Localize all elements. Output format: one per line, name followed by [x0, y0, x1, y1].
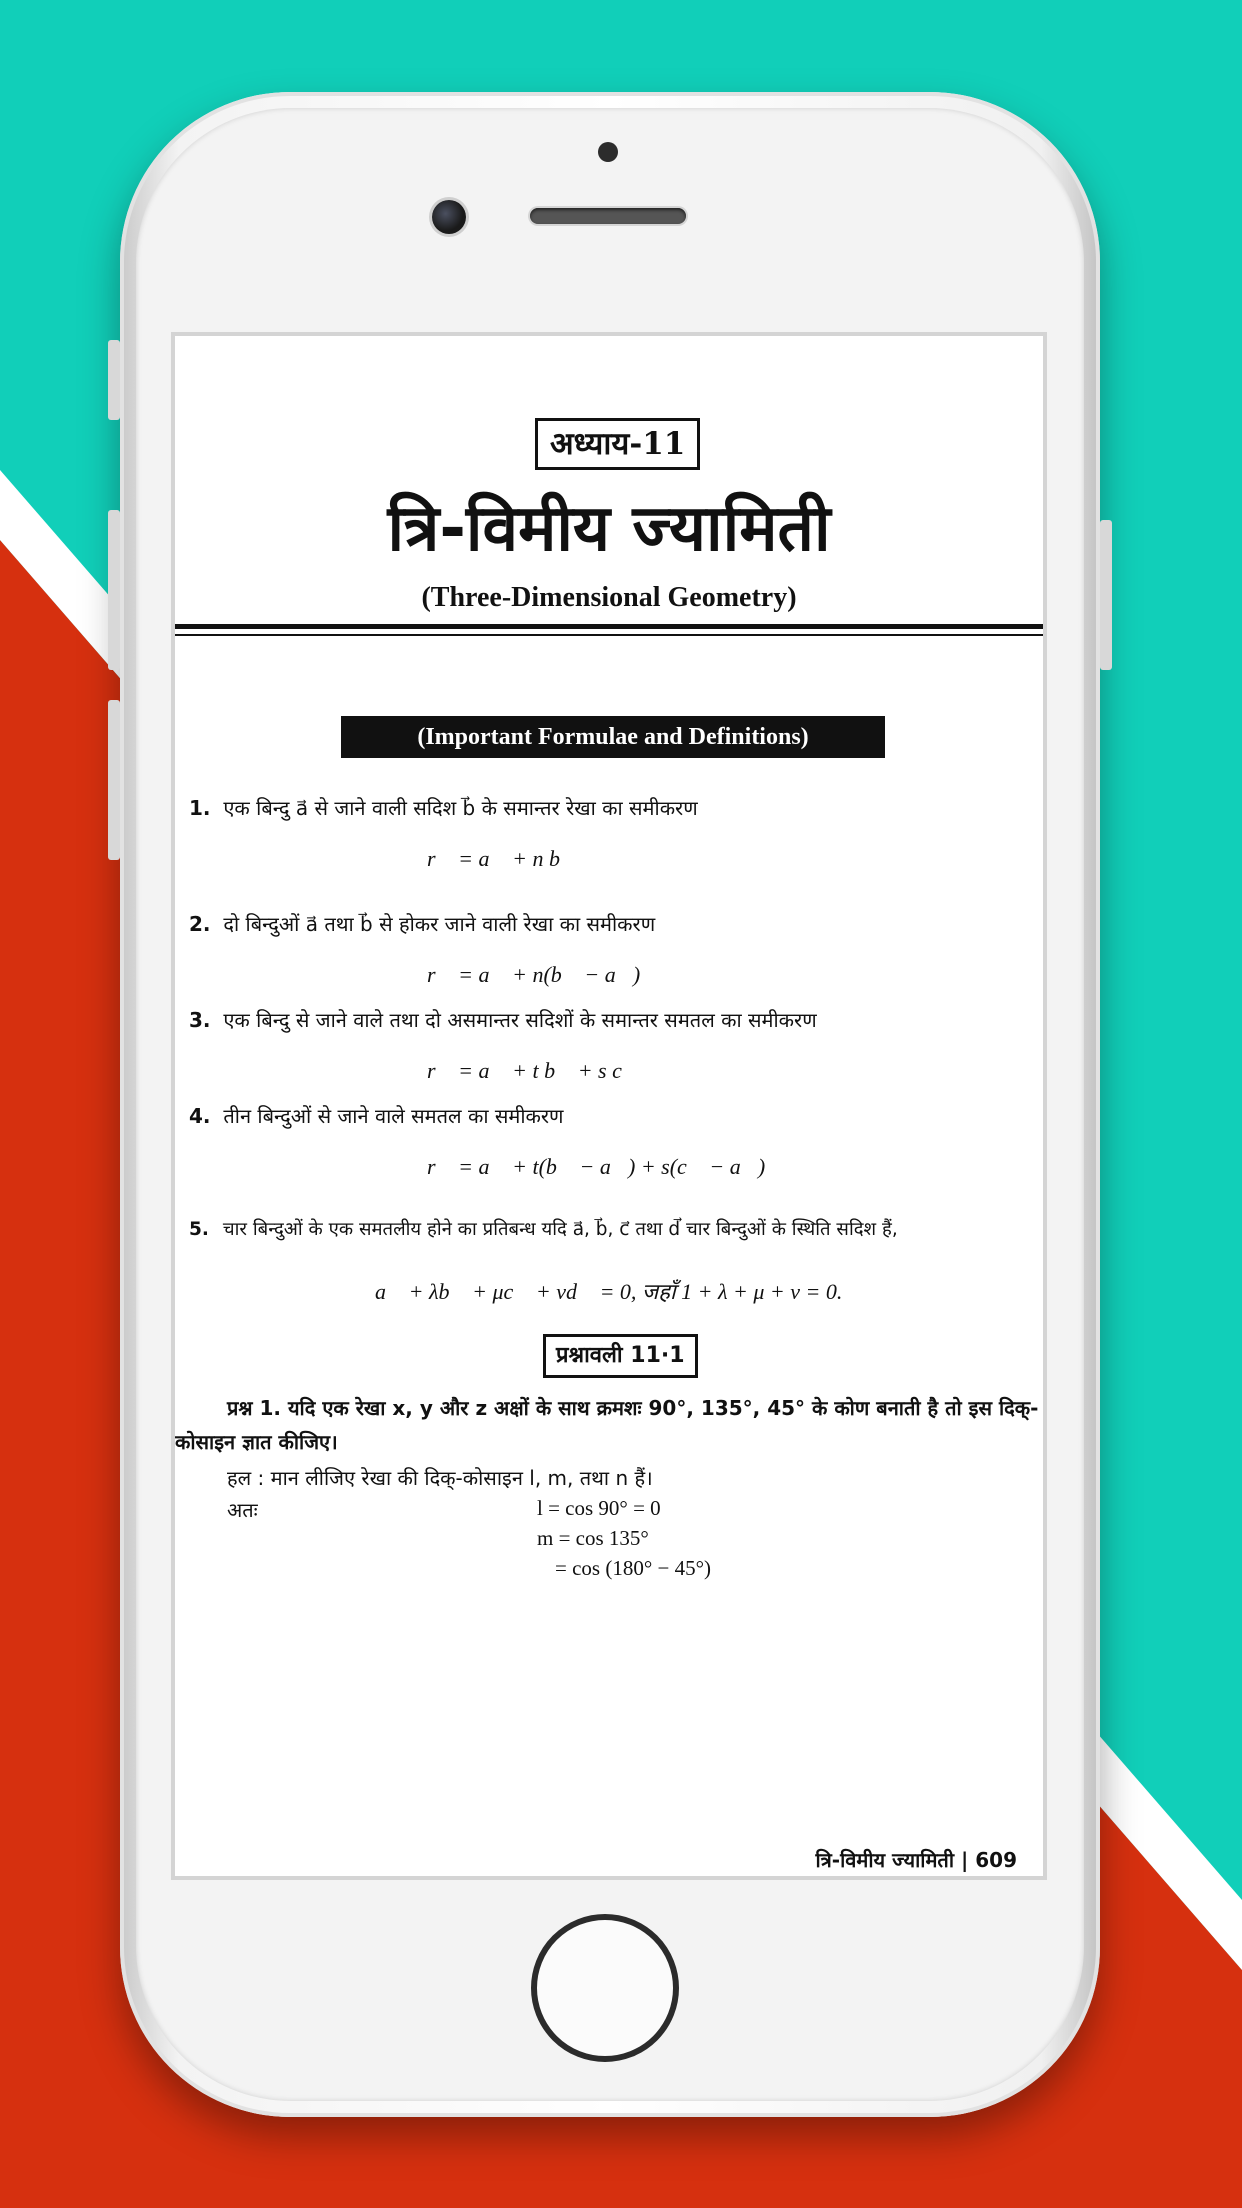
item-text: एक बिन्दु से जाने वाले तथा दो असमान्तर सदिशों के समान्तर समतल का समीकरण: [223, 1008, 817, 1032]
item-text: तीन बिन्दुओं से जाने वाले समतल का समीकरण: [223, 1104, 564, 1128]
front-camera-icon: [432, 200, 466, 234]
home-button[interactable]: [531, 1914, 679, 2062]
item-text: चार बिन्दुओं के एक समतलीय होने का प्रतिबन्ध यदि a⃗, b⃗, c⃗ तथा d⃗ चार बिन्दुओं के स्थिति सदिश हैं,: [222, 1219, 898, 1240]
formula-item: [189, 1216, 1041, 1244]
question-text: प्रश्न 1. यदि एक रेखा x, y और z अक्षों के साथ क्रमशः 90°, 135°, 45° के कोण बनाती है तो इस दिक्-कोसाइन ज्ञात कीजिए।: [175, 1396, 1039, 1454]
therefore-text: अतः: [227, 1498, 258, 1522]
chapter-subtitle: (Three-Dimensional Geometry): [421, 582, 797, 613]
formula-equation: r⃗ = a⃗ + n(b⃗ − a⃗): [427, 962, 641, 987]
page-footer: त्रि-विमीय ज्यामिती | 609: [815, 1848, 1017, 1872]
formula-equation: r⃗ = a⃗ + n b⃗: [427, 846, 578, 871]
formula-equation: r⃗ = a⃗ + t(b⃗ − a⃗) + s(c⃗ − a⃗): [427, 1154, 766, 1179]
calc-line: = cos (180° − 45°): [555, 1556, 711, 1580]
divider-thin: [175, 634, 1043, 636]
phone-side-button-mute: [108, 340, 120, 420]
formula-item: [189, 910, 1041, 938]
formula-equation: a⃗ + λb⃗ + μc⃗ + νd⃗ = 0, जहाँ 1 + λ + μ + ν = 0.: [375, 1279, 843, 1304]
formulae-heading: (Important Formulae and Definitions): [341, 716, 885, 758]
phone-screen[interactable]: [171, 332, 1047, 1880]
front-sensor-icon: [598, 142, 618, 162]
phone-side-button-volume-down: [108, 700, 120, 860]
formula-equation: r⃗ = a⃗ + t b⃗ + s c⃗: [427, 1058, 639, 1083]
item-text: दो बिन्दुओं a⃗ तथा b⃗ से होकर जाने वाली रेखा का समीकरण: [223, 912, 656, 936]
calc-line: l = cos 90° = 0: [537, 1496, 661, 1520]
chapter-label: अध्याय-11: [535, 418, 700, 470]
chapter-title: त्रि-विमीय ज्यामिती: [387, 492, 831, 566]
phone-side-button-volume-up: [108, 510, 120, 670]
item-text: एक बिन्दु a⃗ से जाने वाली सदिश b⃗ के समान्तर रेखा का समीकरण: [223, 796, 698, 820]
exercise-label: प्रश्नावली 11·1: [543, 1334, 698, 1378]
formula-item: [189, 794, 1041, 822]
earpiece-speaker: [530, 208, 686, 224]
item-number: 3.: [189, 1008, 211, 1032]
solution-text: हल : मान लीजिए रेखा की दिक्-कोसाइन l, m, तथा n हैं।: [227, 1466, 653, 1490]
formula-item: [189, 1102, 1041, 1130]
calc-line: m = cos 135°: [537, 1526, 649, 1550]
formula-item: [189, 1006, 1041, 1034]
item-number: 1.: [189, 796, 211, 820]
item-number: 2.: [189, 912, 211, 936]
item-number: 5.: [189, 1219, 209, 1240]
item-number: 4.: [189, 1104, 211, 1128]
divider-thick: [175, 624, 1043, 629]
phone-side-button-power: [1100, 520, 1112, 670]
